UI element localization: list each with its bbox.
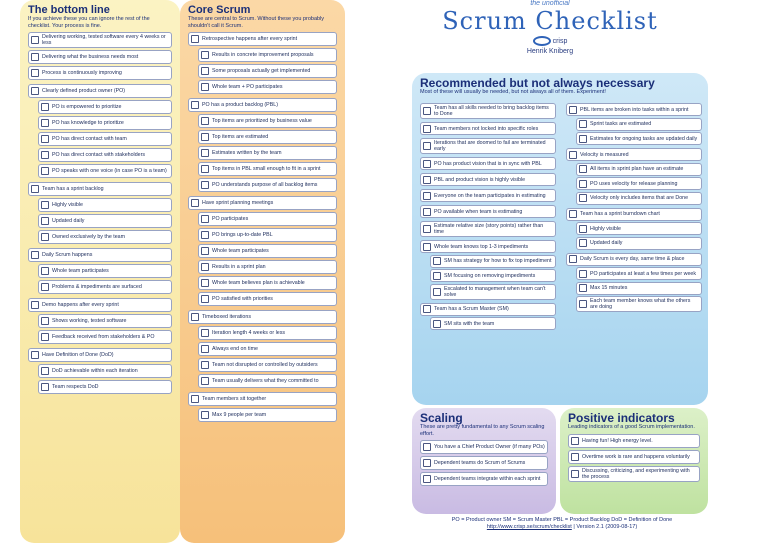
checklist-group: [566, 253, 702, 313]
checkbox[interactable]: [201, 279, 209, 287]
item-label: Have sprint planning meetings: [202, 200, 274, 206]
item-label: PO has a product backlog (PBL): [202, 102, 278, 108]
checklist-subitem: [198, 326, 337, 340]
checkbox[interactable]: [41, 283, 49, 291]
checklist-group: [188, 98, 337, 192]
section-title: Core Scrum: [188, 4, 251, 16]
checkbox[interactable]: [571, 453, 579, 461]
checklist-item: [28, 50, 172, 64]
item-label: PO has knowledge to prioritize: [52, 120, 124, 126]
item-label: Discussing, criticizing, and experimenting with the process: [582, 467, 690, 480]
item-label: Team usually delivers what they committed to: [212, 378, 319, 384]
checklist-group: [566, 103, 702, 145]
checkbox[interactable]: [31, 69, 39, 77]
item-label: Results in concrete improvement proposals: [212, 52, 314, 58]
checklist-subitem: [38, 314, 172, 328]
page-title: Scrum Checklist: [442, 7, 658, 35]
checklist-item: [28, 66, 172, 80]
checkbox[interactable]: [41, 103, 49, 111]
item-label: Everyone on the team participates in estimating: [434, 192, 546, 199]
checkbox[interactable]: [433, 288, 441, 296]
core-scrum-section: [180, 0, 345, 543]
checklist-subitem: [198, 114, 337, 128]
checkbox[interactable]: [569, 255, 577, 263]
checkbox[interactable]: [423, 192, 431, 200]
checklist-group: [420, 221, 556, 237]
footer-separator: |: [573, 524, 577, 530]
item-label: PO is empowered to prioritize: [52, 104, 122, 110]
item-label: Team has a Scrum Master (SM): [434, 306, 509, 312]
checklist-subitem: [430, 269, 556, 282]
checklist-subitem: [576, 296, 702, 312]
item-label: Iterations that are doomed to fail are terminated early: [434, 140, 546, 152]
checkbox[interactable]: [201, 51, 209, 59]
checkbox[interactable]: [423, 305, 431, 313]
item-label: SM has strategy for how to fix top impediment: [444, 258, 552, 264]
checklist-item: [420, 122, 556, 135]
checkbox[interactable]: [423, 243, 431, 251]
checkbox[interactable]: [191, 395, 199, 403]
checklist-subitem: [198, 178, 337, 192]
checklist-item: [28, 348, 172, 362]
checklist-subitem: [576, 237, 702, 250]
checklist-item: [568, 466, 700, 482]
checkbox[interactable]: [41, 119, 49, 127]
checkbox[interactable]: [41, 317, 49, 325]
checklist-subitem: [38, 132, 172, 146]
item-label: Whole team knows top 1-3 impediments: [434, 243, 529, 250]
item-label: Whole team + PO participates: [212, 84, 283, 90]
bottom-line-section: [20, 0, 180, 543]
item-label: Updated daily: [52, 218, 85, 224]
checkbox[interactable]: [41, 333, 49, 341]
item-label: Sprint tasks are estimated: [590, 121, 652, 127]
checklist-subitem: [198, 276, 337, 290]
checklist-subitem: [38, 364, 172, 378]
checkbox[interactable]: [191, 101, 199, 109]
checklist-subitem: [576, 192, 702, 205]
checklist-subitem: [430, 284, 556, 300]
item-label: Daily Scrum happens: [42, 252, 93, 258]
footer: [392, 517, 732, 531]
checkbox[interactable]: [579, 135, 587, 143]
item-label: Dependent teams do Scrum of Scrums: [434, 460, 526, 466]
checklist-group: [420, 205, 556, 218]
checkbox[interactable]: [201, 295, 209, 303]
checkbox[interactable]: [579, 284, 587, 292]
checkbox[interactable]: [201, 231, 209, 239]
checkbox[interactable]: [423, 475, 431, 483]
item-label: Top items in PBL small enough to fit in a sprint: [212, 166, 321, 172]
item-label: Estimates written by the team: [212, 150, 282, 156]
item-label: Clearly defined product owner (PO): [42, 88, 126, 94]
item-label: PO uses velocity for release planning: [590, 180, 678, 187]
item-label: Team respects DoD: [52, 384, 99, 390]
checklist-item: [420, 103, 556, 119]
item-label: Retrospective happens after every sprint: [202, 36, 298, 42]
checklist-subitem: [198, 228, 337, 242]
checklist-subitem: [198, 260, 337, 274]
crisp-logo: [400, 36, 700, 46]
item-label: Estimates for ongoing tasks are updated daily: [590, 135, 698, 142]
checkbox[interactable]: [201, 263, 209, 271]
checkbox[interactable]: [31, 53, 39, 61]
checklist-item: [420, 173, 556, 186]
item-label: PO understands purpose of all backlog items: [212, 182, 318, 188]
item-label: Velocity is measured: [580, 151, 629, 158]
checklist-item: [420, 138, 556, 154]
author-name: Henrik Kniberg: [526, 48, 574, 55]
checklist-item: [188, 310, 337, 324]
checkbox[interactable]: [41, 201, 49, 209]
checklist-group: [420, 138, 556, 154]
checkbox[interactable]: [201, 215, 209, 223]
checkbox[interactable]: [201, 165, 209, 173]
item-label: PO satisfied with priorities: [212, 296, 273, 302]
positive-indicators-section: [560, 408, 708, 514]
checkbox[interactable]: [41, 233, 49, 241]
checklist-group: [420, 240, 556, 300]
checklist-subitem: [198, 212, 337, 226]
item-label: PO brings up-to-date PBL: [212, 232, 273, 238]
checklist-item: [28, 32, 172, 48]
checklist-subitem: [576, 163, 702, 176]
checkbox[interactable]: [41, 135, 49, 143]
checklist-item: [420, 221, 556, 237]
item-label: Top items are prioritized by business value: [212, 118, 312, 124]
checkbox[interactable]: [41, 367, 49, 375]
checkbox[interactable]: [201, 329, 209, 337]
item-label: Delivering what the business needs most: [42, 54, 139, 60]
section-subtitle: Leading indicators of a good Scrum implementation.: [568, 424, 695, 430]
checklist-group: [420, 122, 556, 135]
positive-items: [568, 434, 700, 482]
item-label: Whole team believes plan is achievable: [212, 280, 305, 286]
item-label: Team members not locked into specific roles: [434, 125, 539, 132]
item-label: PO participates at least a few times per week: [590, 270, 696, 277]
checkbox[interactable]: [201, 67, 209, 75]
checkbox[interactable]: [201, 149, 209, 157]
item-label: Max 15 minutes: [590, 285, 628, 291]
item-label: SM focusing on removing impediments: [444, 272, 536, 279]
checklist-group: [28, 84, 172, 178]
checklist-subitem: [38, 148, 172, 162]
checklist-subitem: [198, 64, 337, 78]
item-label: Highly visible: [52, 202, 83, 208]
item-label: Problems & impediments are surfaced: [52, 284, 142, 290]
checklist-group: [188, 32, 337, 94]
item-label: Team has a sprint backlog: [42, 186, 104, 192]
checkbox[interactable]: [31, 351, 39, 359]
checklist-header: [400, 0, 700, 70]
item-label: PO has direct contact with stakeholders: [52, 152, 146, 158]
checklist-item: [188, 32, 337, 46]
checkbox[interactable]: [201, 181, 209, 189]
checkbox[interactable]: [423, 225, 431, 233]
checkbox[interactable]: [41, 217, 49, 225]
checkbox[interactable]: [201, 83, 209, 91]
checkbox[interactable]: [579, 165, 587, 173]
item-label: PO participates: [212, 216, 249, 222]
item-label: Whole team participates: [52, 268, 109, 274]
checkbox[interactable]: [579, 300, 587, 308]
checklist-subitem: [430, 255, 556, 268]
checklist-item: [566, 103, 702, 116]
item-label: Process is continuously improving: [42, 70, 122, 76]
checklist-group: [28, 348, 172, 394]
checkbox[interactable]: [423, 125, 431, 133]
item-label: PBL items are broken into tasks within a sprint: [580, 106, 689, 113]
checklist-group: [420, 303, 556, 331]
item-label: Owned exclusively by the team: [52, 234, 126, 240]
scaling-items: [420, 440, 548, 486]
checkbox[interactable]: [191, 35, 199, 43]
checkbox[interactable]: [569, 106, 577, 114]
section-subtitle: If you achieve these you can ignore the rest of the checklist. Your process is fine.: [28, 16, 150, 29]
item-label: PBL and product vision is highly visible: [434, 176, 526, 183]
checkbox[interactable]: [433, 257, 441, 265]
checklist-subitem: [198, 408, 337, 422]
checkbox[interactable]: [31, 36, 39, 44]
item-label: Max 9 people per team: [212, 412, 267, 418]
checklist-item: [28, 84, 172, 98]
checkbox[interactable]: [579, 120, 587, 128]
bottom-line-items: [28, 32, 172, 80]
checkbox[interactable]: [423, 443, 431, 451]
item-label: Team has all skills needed to bring backlog items to Done: [434, 105, 549, 117]
item-label: Estimate relative size (story points) rather than time: [434, 223, 544, 235]
checkbox[interactable]: [423, 142, 431, 150]
checklist-item: [420, 205, 556, 218]
checklist-group: [420, 103, 556, 119]
recommended-section: [412, 73, 708, 405]
checkbox[interactable]: [201, 117, 209, 125]
section-title: Positive indicators: [568, 411, 675, 425]
section-title: Recommended but not always necessary: [420, 76, 655, 90]
checklist-subitem: [576, 222, 702, 235]
footer-links: [392, 524, 732, 531]
item-label: Demo happens after every sprint: [42, 302, 119, 308]
section-title: Scaling: [420, 411, 463, 425]
checklist-subitem: [576, 267, 702, 280]
checklist-item: [420, 189, 556, 202]
checklist-subitem: [38, 280, 172, 294]
item-label: You have a Chief Product Owner (if many POs): [434, 444, 545, 450]
scaling-section: [412, 408, 556, 514]
checkbox[interactable]: [201, 345, 209, 353]
checkbox[interactable]: [433, 320, 441, 328]
checklist-item: [188, 196, 337, 210]
checklist-group: [188, 392, 337, 422]
checkbox[interactable]: [41, 267, 49, 275]
item-label: Top items are estimated: [212, 134, 269, 140]
checkbox[interactable]: [579, 180, 587, 188]
checklist-group: [420, 173, 556, 186]
checkbox[interactable]: [201, 133, 209, 141]
section-subtitle: Most of these will usually be needed, but not always all of them. Experiment!: [420, 89, 606, 95]
checklist-group: [420, 157, 556, 170]
checkbox[interactable]: [41, 151, 49, 159]
checklist-subitem: [38, 100, 172, 114]
checklist-item: [28, 182, 172, 196]
checklist-item: [568, 450, 700, 464]
item-label: Iteration length 4 weeks or less: [212, 330, 286, 336]
checklist-item: [420, 240, 556, 253]
checklist-subitem: [198, 358, 337, 372]
checklist-subitem: [38, 330, 172, 344]
checkbox[interactable]: [579, 270, 587, 278]
item-label: Always end on time: [212, 346, 258, 352]
checklist-item: [188, 392, 337, 406]
abbreviation-legend: PO = Product owner SM = Scrum Master PBL = Product Backlog DoD = Definition of Done: [451, 517, 673, 523]
checklist-item: [566, 148, 702, 161]
item-label: DoD achievable within each iteration: [52, 368, 138, 374]
checkbox[interactable]: [579, 225, 587, 233]
checkbox[interactable]: [191, 313, 199, 321]
checkbox[interactable]: [31, 185, 39, 193]
item-label: Highly visible: [590, 225, 621, 232]
item-label: Daily Scrum is every day, same time & place: [580, 256, 685, 262]
recommended-left-column: [420, 103, 556, 333]
unofficial-label: the unofficial: [530, 0, 570, 7]
checkbox[interactable]: [201, 247, 209, 255]
checklist-item: [28, 298, 172, 312]
checklist-subitem: [38, 230, 172, 244]
item-label: Team members sit together: [202, 396, 267, 402]
item-label: Whole team participates: [212, 248, 269, 254]
checklist-subitem: [198, 292, 337, 306]
item-label: Each team member knows what the others are doing: [590, 298, 691, 310]
checklist-subitem: [198, 130, 337, 144]
checkbox[interactable]: [579, 194, 587, 202]
checklist-subitem: [38, 214, 172, 228]
checkbox[interactable]: [423, 459, 431, 467]
recommended-right-column: [566, 103, 702, 315]
item-label: Feedback received from stakeholders & PO: [52, 334, 155, 340]
checkbox[interactable]: [31, 301, 39, 309]
checklist-subitem: [576, 282, 702, 295]
item-label: Velocity only includes items that are Done: [590, 195, 689, 201]
checkbox[interactable]: [571, 437, 579, 445]
item-label: Some proposals actually get implemented: [212, 68, 311, 74]
logo-text: crisp: [552, 37, 568, 45]
checklist-subitem: [38, 264, 172, 278]
checkbox[interactable]: [569, 210, 577, 218]
bottom-line-groups: [28, 84, 172, 394]
checklist-item: [420, 456, 548, 470]
checkbox[interactable]: [571, 470, 579, 478]
version-label: Version 2.1 (2009-08-17): [576, 524, 638, 530]
section-title: The bottom line: [28, 4, 110, 16]
item-label: Team not disrupted or controlled by outsiders: [212, 362, 318, 368]
checklist-item: [566, 253, 702, 266]
checklist-group: [188, 310, 337, 388]
checklist-subitem: [38, 164, 172, 178]
crisp-logo-icon: [533, 36, 551, 46]
section-subtitle: These are pretty fundamental to any Scrum scaling effort.: [420, 424, 545, 437]
checkbox[interactable]: [579, 239, 587, 247]
item-label: PO has direct contact with team: [52, 136, 127, 142]
checklist-item: [28, 248, 172, 262]
checkbox[interactable]: [31, 87, 39, 95]
checklist-item: [566, 208, 702, 221]
checklist-group: [566, 148, 702, 205]
checklist-item: [420, 472, 548, 486]
item-label: Shows working, tested software: [52, 318, 127, 324]
checkbox[interactable]: [41, 383, 49, 391]
checkbox[interactable]: [31, 251, 39, 259]
core-scrum-groups: [188, 32, 337, 422]
checkbox[interactable]: [41, 167, 49, 175]
checklist-subitem: [430, 317, 556, 330]
checkbox[interactable]: [433, 272, 441, 280]
item-label: All items in sprint plan have an estimate: [590, 166, 684, 172]
checkbox[interactable]: [201, 361, 209, 369]
item-label: Timeboxed iterations: [202, 314, 251, 320]
checkbox[interactable]: [569, 151, 577, 159]
checklist-item: [420, 440, 548, 454]
checklist-subitem: [198, 374, 337, 388]
item-label: Team has a sprint burndown chart: [580, 211, 660, 217]
checklist-subitem: [198, 80, 337, 94]
checklist-item: [188, 98, 337, 112]
checklist-subitem: [38, 116, 172, 130]
checklist-subitem: [38, 198, 172, 212]
item-label: Dependent teams integrate within each sprint: [434, 476, 541, 482]
checklist-subitem: [576, 132, 702, 145]
checklist-group: [28, 182, 172, 244]
checklist-group: [28, 248, 172, 294]
item-label: Updated daily: [590, 240, 623, 246]
checkbox[interactable]: [201, 377, 209, 385]
checkbox[interactable]: [201, 411, 209, 419]
item-label: Having fun! High energy level.: [582, 437, 653, 444]
checkbox[interactable]: [423, 107, 431, 115]
checklist-group: [420, 189, 556, 202]
checklist-subitem: [576, 118, 702, 131]
checkbox[interactable]: [191, 199, 199, 207]
checklist-group: [188, 196, 337, 306]
item-label: Delivering working, tested software every 4 weeks or less: [42, 34, 166, 46]
checklist-subitem: [198, 146, 337, 160]
item-label: SM sits with the team: [444, 320, 495, 327]
item-label: Overtime work is rare and happens voluntarily: [582, 453, 690, 460]
checklist-item: [420, 157, 556, 170]
checklist-subitem: [198, 342, 337, 356]
section-subtitle: These are central to Scrum. Without these you probably shouldn't call it Scrum.: [188, 16, 325, 29]
checkbox[interactable]: [423, 160, 431, 168]
checklist-subitem: [198, 162, 337, 176]
item-label: Escalated to management when team can't solve: [444, 285, 546, 298]
item-label: Have Definition of Done (DoD): [42, 352, 114, 358]
checklist-url-link[interactable]: http://www.crisp.se/scrum/checklist: [486, 524, 572, 530]
checklist-group: [28, 298, 172, 344]
item-label: PO speaks with one voice (in case PO is a team): [52, 168, 167, 174]
checkbox[interactable]: [423, 208, 431, 216]
item-label: Results in a sprint plan: [212, 264, 266, 270]
checklist-item: [420, 303, 556, 316]
checklist-subitem: [38, 380, 172, 394]
checklist-subitem: [198, 244, 337, 258]
item-label: PO available when team is estimating: [434, 208, 523, 215]
checklist-subitem: [198, 48, 337, 62]
checklist-subitem: [576, 177, 702, 190]
checklist-group: [566, 208, 702, 250]
checklist-item: [568, 434, 700, 448]
item-label: PO has product vision that is in sync with PBL: [434, 160, 542, 167]
checkbox[interactable]: [423, 176, 431, 184]
